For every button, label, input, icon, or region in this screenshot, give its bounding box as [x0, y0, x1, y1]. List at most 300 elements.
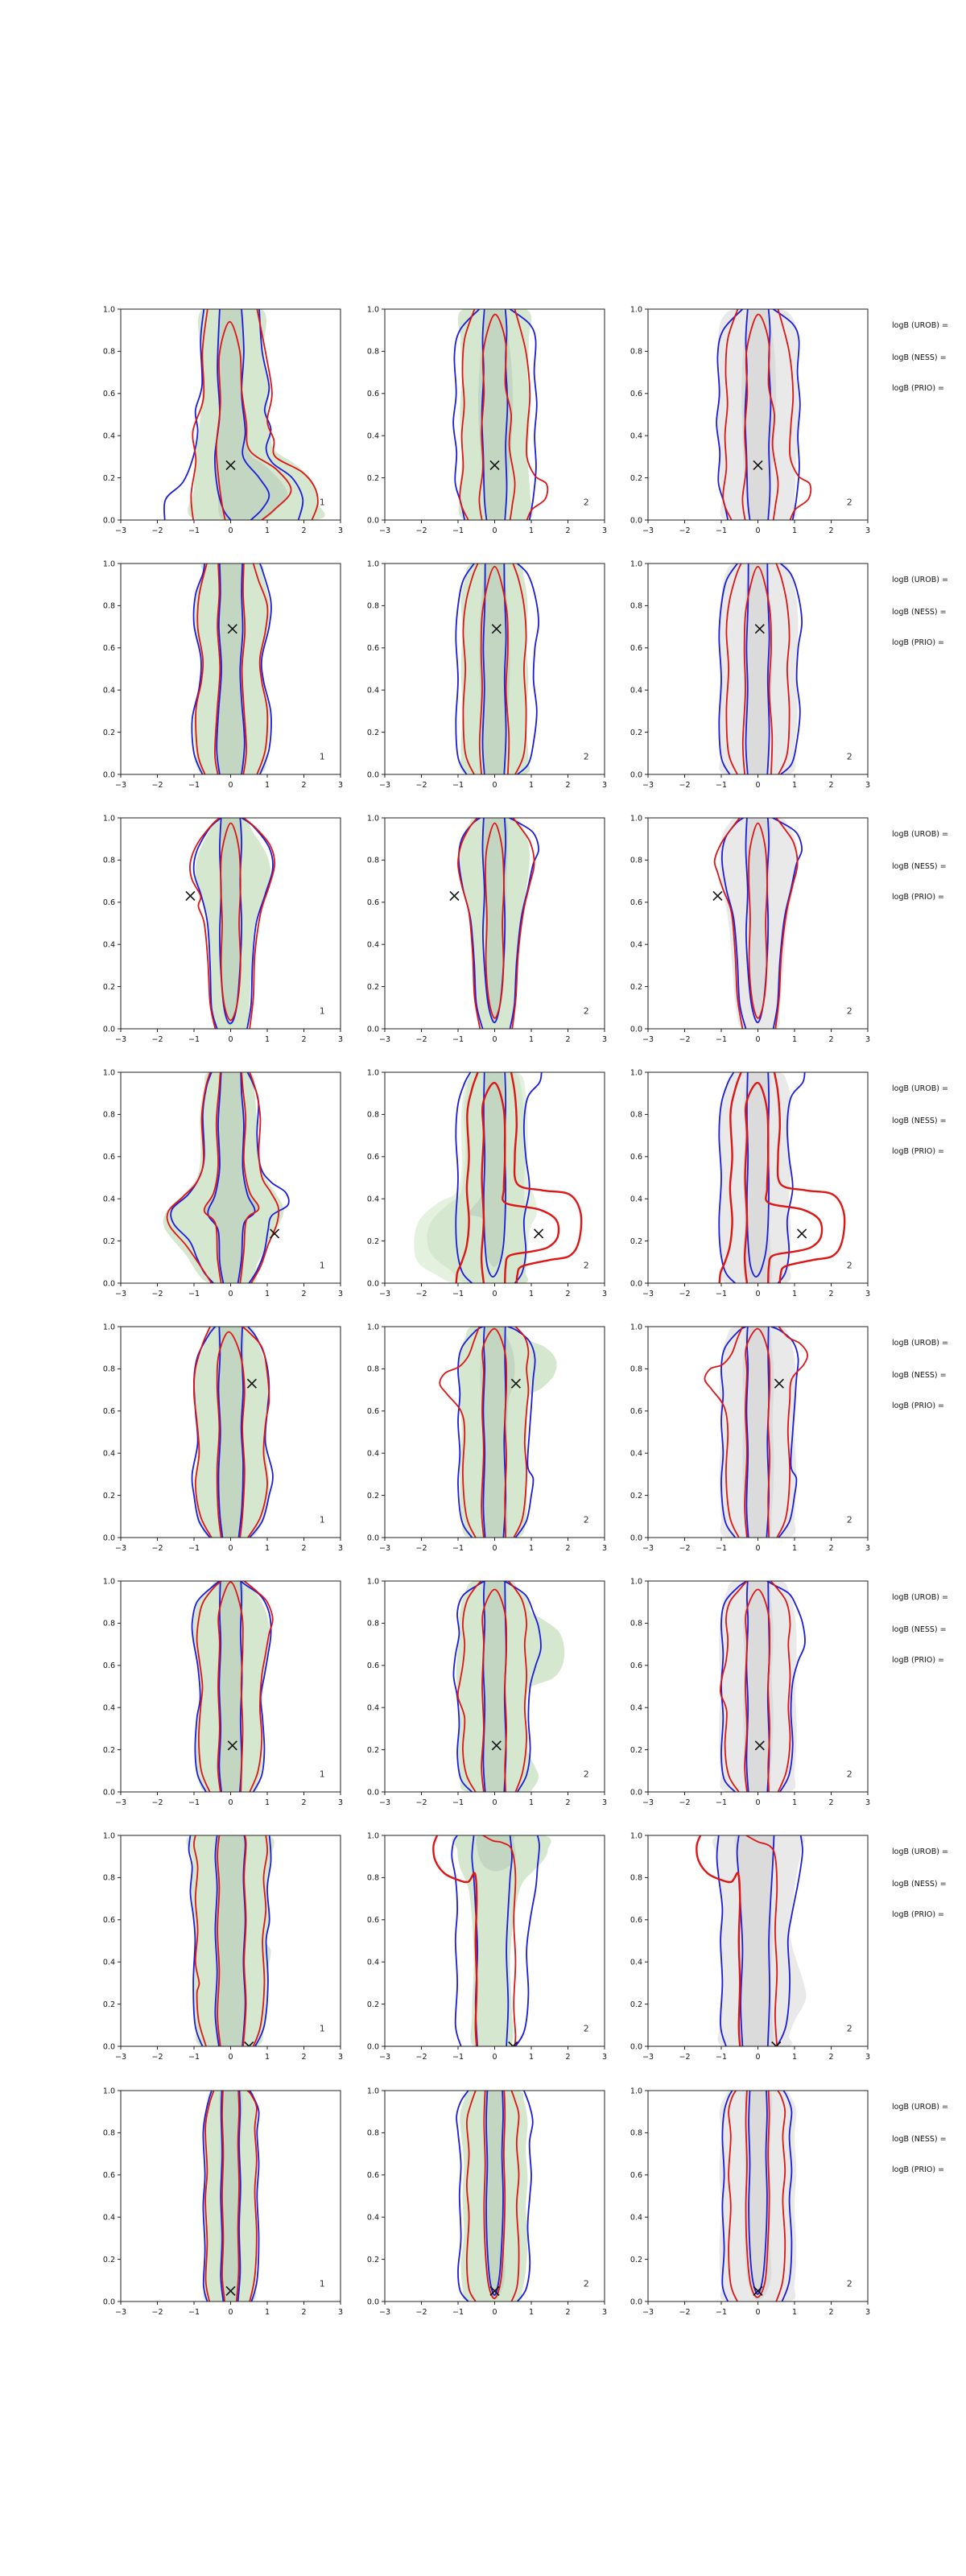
- plot-area: [186, 1832, 274, 2050]
- x-tick-label: −1: [188, 1290, 200, 1298]
- x-tick-label: 1: [264, 781, 270, 790]
- x-tick-label: 2: [565, 2308, 571, 2317]
- plot-area: [713, 814, 802, 1031]
- x-tick-label: 0: [228, 781, 233, 790]
- logB-annotation: logB (NESS) =: [892, 2135, 947, 2144]
- y-tick-label: 0.2: [102, 2000, 115, 2009]
- x-tick-label: −1: [452, 1035, 464, 1044]
- x-tick-label: 0: [228, 1544, 233, 1553]
- y-tick-label: 0.6: [630, 1153, 642, 1162]
- plot-area: [720, 2087, 797, 2304]
- y-tick-label: 1.0: [630, 2087, 642, 2096]
- x-tick-label: −2: [679, 781, 691, 790]
- x-tick-label: 3: [337, 1544, 344, 1553]
- y-tick-label: 0.8: [102, 347, 115, 357]
- density-fill-core: [218, 1577, 244, 1795]
- subplot-r1c3: [630, 305, 870, 535]
- y-tick-label: 0.4: [102, 1958, 115, 1967]
- x-tick-label: −2: [679, 2308, 691, 2317]
- logB-annotation: logB (UROB) =: [892, 2103, 948, 2112]
- y-tick-label: 1.0: [630, 1577, 642, 1587]
- x-tick-label: 1: [264, 1290, 270, 1298]
- x-tick-label: 1: [791, 1035, 798, 1044]
- y-tick-label: 0.0: [630, 2297, 642, 2307]
- corner-count-label: 2: [583, 1260, 589, 1271]
- y-tick-label: 0.6: [102, 1662, 115, 1671]
- y-tick-label: 0.6: [102, 1407, 115, 1417]
- x-tick-label: 0: [755, 2308, 761, 2317]
- x-tick-label: 3: [865, 2053, 871, 2062]
- plot-area: [456, 561, 539, 778]
- logB-annotation: logB (UROB) =: [892, 1084, 948, 1093]
- x-tick-label: −3: [378, 526, 391, 535]
- y-tick-label: 0.8: [630, 1110, 642, 1120]
- corner-count-label: 1: [319, 751, 325, 762]
- x-tick-label: 1: [791, 2308, 798, 2317]
- y-tick-label: 0.4: [366, 1703, 379, 1713]
- y-tick-label: 0.4: [630, 1703, 642, 1713]
- x-tick-label: −2: [151, 2053, 163, 2062]
- y-tick-label: 0.8: [102, 601, 115, 611]
- logB-annotation: logB (NESS) =: [892, 1371, 947, 1380]
- x-tick-label: 0: [228, 1798, 233, 1807]
- plot-area: [450, 814, 539, 1031]
- y-tick-label: 0.2: [102, 728, 115, 737]
- x-tick-label: 3: [337, 781, 344, 790]
- x-tick-label: 0: [228, 2053, 233, 2062]
- x-tick-label: −3: [642, 526, 654, 535]
- y-tick-label: 0.4: [366, 1958, 379, 1967]
- y-tick-label: 0.4: [366, 431, 379, 441]
- y-tick-label: 0.0: [102, 2042, 115, 2052]
- x-tick-label: 2: [301, 1798, 307, 1807]
- y-tick-label: 0.8: [366, 1619, 379, 1629]
- x-tick-label: −1: [188, 526, 200, 535]
- x-tick-label: 2: [828, 1035, 834, 1044]
- x-tick-label: −3: [642, 1798, 654, 1807]
- x-tick-label: 1: [528, 781, 535, 790]
- subplot-r5c1: [103, 1323, 343, 1553]
- plot-area: [440, 1325, 556, 1542]
- corner-count-label: 2: [846, 2278, 852, 2289]
- x-tick-label: 1: [528, 2308, 535, 2317]
- y-tick-label: 0.8: [366, 1110, 379, 1120]
- x-tick-label: 2: [565, 1798, 571, 1807]
- y-tick-label: 0.4: [102, 1449, 115, 1459]
- blue-contour-line: [452, 1835, 460, 2046]
- plot-area: [719, 1579, 805, 1796]
- subplot-r4c2: [367, 1068, 607, 1298]
- y-tick-label: 0.2: [366, 1745, 379, 1755]
- x-marker: [535, 1229, 543, 1238]
- plot-area: [456, 2087, 533, 2303]
- x-tick-label: 3: [865, 1290, 871, 1298]
- subplot-r7c3: [630, 1831, 870, 2062]
- density-fill-core: [215, 1833, 247, 2050]
- x-tick-label: −2: [151, 1290, 163, 1298]
- x-tick-label: −2: [151, 2308, 163, 2317]
- x-tick-label: −3: [642, 1544, 654, 1553]
- y-tick-label: 0.8: [102, 2128, 115, 2138]
- x-tick-label: −3: [114, 2053, 127, 2062]
- corner-count-label: 2: [846, 497, 852, 508]
- x-tick-label: 3: [337, 1290, 344, 1298]
- y-tick-label: 0.0: [366, 1534, 379, 1543]
- y-tick-label: 1.0: [366, 305, 379, 315]
- x-tick-label: −1: [452, 2053, 464, 2062]
- y-tick-label: 0.0: [102, 1279, 115, 1289]
- y-tick-label: 0.2: [102, 1236, 115, 1246]
- y-tick-label: 0.4: [630, 1958, 642, 1967]
- x-tick-label: 3: [865, 1544, 871, 1553]
- x-tick-label: −3: [642, 2053, 654, 2062]
- x-tick-label: 2: [828, 1544, 834, 1553]
- x-tick-label: 3: [865, 781, 871, 790]
- x-tick-label: 2: [301, 1035, 307, 1044]
- subplot-r4c3: [630, 1068, 870, 1298]
- x-tick-label: 1: [264, 2053, 270, 2062]
- x-tick-label: 0: [228, 2308, 233, 2317]
- x-tick-label: 3: [337, 2053, 344, 2062]
- y-tick-label: 0.0: [102, 770, 115, 780]
- corner-count-label: 2: [583, 1514, 589, 1525]
- x-marker: [713, 891, 722, 900]
- y-tick-label: 0.0: [102, 1534, 115, 1543]
- x-tick-label: 1: [791, 526, 798, 535]
- y-tick-label: 0.2: [102, 1491, 115, 1501]
- x-tick-label: −1: [188, 1035, 200, 1044]
- y-tick-label: 0.6: [366, 644, 379, 654]
- x-tick-label: −3: [378, 2308, 391, 2317]
- plot-area: [164, 303, 325, 523]
- y-tick-label: 0.6: [102, 1916, 115, 1926]
- x-tick-label: −1: [188, 2053, 200, 2062]
- x-tick-label: −2: [151, 1035, 163, 1044]
- corner-count-label: 2: [583, 1769, 589, 1780]
- subplot-r1c1: [103, 303, 343, 535]
- x-tick-label: 1: [264, 2308, 270, 2317]
- x-tick-label: 0: [492, 781, 497, 790]
- y-tick-label: 0.0: [102, 516, 115, 526]
- corner-count-label: 1: [319, 497, 325, 508]
- x-tick-label: 2: [565, 2053, 571, 2062]
- x-tick-label: 2: [565, 781, 571, 790]
- plot-area: [716, 308, 811, 524]
- logB-annotation: logB (UROB) =: [892, 1847, 948, 1856]
- x-tick-label: −2: [151, 526, 163, 535]
- subplot-r4c1: [103, 1068, 343, 1298]
- y-tick-label: 0.2: [630, 473, 642, 483]
- y-tick-label: 0.4: [630, 940, 642, 950]
- x-tick-label: 0: [228, 1035, 233, 1044]
- corner-count-label: 2: [846, 751, 852, 762]
- y-tick-label: 1.0: [102, 2087, 115, 2096]
- logB-annotation: logB (PRIO) =: [892, 384, 945, 393]
- y-tick-label: 0.0: [630, 1025, 642, 1034]
- x-tick-label: 0: [492, 526, 497, 535]
- subplot-r8c3: [630, 2087, 870, 2317]
- corner-count-label: 1: [319, 2278, 325, 2289]
- x-tick-label: −2: [679, 1290, 691, 1298]
- x-tick-label: 0: [755, 526, 761, 535]
- corner-count-label: 1: [319, 1260, 325, 1271]
- x-marker: [798, 1229, 807, 1238]
- corner-count-label: 2: [583, 2278, 589, 2289]
- x-tick-label: −2: [679, 2053, 691, 2062]
- y-tick-label: 0.4: [102, 1195, 115, 1204]
- y-tick-label: 0.2: [366, 728, 379, 737]
- x-tick-label: 3: [601, 1035, 608, 1044]
- y-tick-label: 0.6: [366, 390, 379, 399]
- subplot-r6c2: [367, 1577, 607, 1807]
- logB-annotation: logB (PRIO) =: [892, 1402, 945, 1410]
- x-tick-label: 2: [301, 2053, 307, 2062]
- x-tick-label: 2: [565, 526, 571, 535]
- x-tick-label: 3: [865, 1035, 871, 1044]
- plot-area: [704, 1324, 807, 1542]
- y-tick-label: 0.0: [366, 1025, 379, 1034]
- x-tick-label: 1: [791, 1290, 798, 1298]
- x-marker: [186, 891, 195, 900]
- corner-count-label: 2: [846, 1514, 852, 1525]
- y-tick-label: 0.2: [366, 1491, 379, 1501]
- logB-annotation: logB (UROB) =: [892, 830, 948, 839]
- y-tick-label: 0.4: [630, 1449, 642, 1459]
- subplot-r3c3: [630, 814, 870, 1044]
- plot-area: [192, 1323, 273, 1540]
- corner-count-label: 1: [319, 1005, 325, 1017]
- y-tick-label: 0.2: [366, 2255, 379, 2264]
- x-tick-label: 0: [492, 1544, 497, 1553]
- x-marker: [450, 891, 459, 900]
- logB-annotation: logB (NESS) =: [892, 1117, 947, 1125]
- x-tick-label: 3: [337, 1035, 344, 1044]
- x-tick-label: −3: [378, 781, 391, 790]
- logB-annotation: logB (PRIO) =: [892, 1656, 945, 1665]
- y-tick-label: 0.4: [366, 2213, 379, 2223]
- y-tick-label: 1.0: [630, 814, 642, 824]
- x-tick-label: −2: [415, 781, 427, 790]
- x-tick-label: 0: [228, 1290, 233, 1298]
- x-tick-label: 2: [301, 2308, 307, 2317]
- plot-area: [433, 1834, 551, 2051]
- y-tick-label: 0.2: [366, 982, 379, 992]
- y-tick-label: 0.6: [102, 1153, 115, 1162]
- x-tick-label: 2: [301, 1290, 307, 1298]
- x-tick-label: −1: [188, 1544, 200, 1553]
- y-tick-label: 0.2: [630, 1236, 642, 1246]
- y-tick-label: 0.8: [630, 1364, 642, 1374]
- x-tick-label: −1: [188, 1798, 200, 1807]
- subplot-r7c1: [103, 1831, 343, 2062]
- y-tick-label: 0.6: [366, 898, 379, 908]
- y-tick-label: 0.0: [366, 2297, 379, 2307]
- x-tick-label: −3: [378, 1290, 391, 1298]
- y-tick-label: 0.4: [630, 2213, 642, 2223]
- subplot-r2c2: [367, 559, 607, 790]
- y-tick-label: 1.0: [630, 1068, 642, 1078]
- x-tick-label: 1: [791, 1798, 798, 1807]
- subplot-r3c1: [103, 814, 343, 1044]
- x-tick-label: 2: [301, 781, 307, 790]
- x-tick-label: −1: [452, 526, 464, 535]
- y-tick-label: 0.2: [102, 1745, 115, 1755]
- density-fill-core: [482, 1579, 506, 1794]
- y-tick-label: 0.6: [366, 2171, 379, 2181]
- x-tick-label: −2: [151, 1544, 163, 1553]
- x-tick-label: 2: [828, 1798, 834, 1807]
- x-tick-label: 0: [492, 1798, 497, 1807]
- y-tick-label: 0.8: [366, 1873, 379, 1883]
- x-tick-label: 0: [755, 781, 761, 790]
- x-tick-label: 3: [601, 1290, 608, 1298]
- x-tick-label: 2: [565, 1544, 571, 1553]
- x-tick-label: 0: [228, 526, 233, 535]
- x-tick-label: −3: [114, 1798, 127, 1807]
- x-tick-label: −1: [188, 2308, 200, 2317]
- y-tick-label: 0.2: [102, 982, 115, 992]
- y-tick-label: 1.0: [102, 1323, 115, 1332]
- logB-annotation: logB (UROB) =: [892, 1593, 948, 1602]
- x-tick-label: −3: [114, 781, 127, 790]
- x-tick-label: −1: [452, 2308, 464, 2317]
- x-tick-label: 1: [264, 526, 270, 535]
- x-tick-label: 0: [492, 1290, 497, 1298]
- y-tick-label: 0.4: [102, 686, 115, 696]
- y-tick-label: 0.2: [630, 2000, 642, 2009]
- subplot-r2c3: [630, 559, 870, 790]
- y-tick-label: 1.0: [366, 559, 379, 569]
- x-tick-label: 1: [791, 2053, 798, 2062]
- corner-count-label: 2: [583, 1005, 589, 1017]
- x-tick-label: −1: [715, 526, 728, 535]
- y-tick-label: 0.6: [630, 644, 642, 654]
- x-tick-label: −2: [679, 1544, 691, 1553]
- x-tick-label: 2: [301, 526, 307, 535]
- y-tick-label: 0.8: [366, 347, 379, 357]
- x-tick-label: 1: [264, 1798, 270, 1807]
- y-tick-label: 0.4: [102, 1703, 115, 1713]
- x-tick-label: −1: [452, 1544, 464, 1553]
- x-tick-label: −2: [415, 2308, 427, 2317]
- y-tick-label: 0.8: [630, 1619, 642, 1629]
- subplot-r5c2: [367, 1323, 607, 1553]
- y-tick-label: 0.6: [102, 390, 115, 399]
- y-tick-label: 0.4: [630, 1195, 642, 1204]
- plot-area: [719, 1070, 844, 1286]
- x-tick-label: 0: [755, 1290, 761, 1298]
- y-tick-label: 0.2: [630, 728, 642, 737]
- y-tick-label: 0.6: [630, 898, 642, 908]
- x-tick-label: −3: [114, 526, 127, 535]
- y-tick-label: 0.0: [366, 1788, 379, 1798]
- logB-annotation: logB (PRIO) =: [892, 1910, 945, 1919]
- y-tick-label: 0.2: [630, 1491, 642, 1501]
- x-tick-label: −2: [151, 1798, 163, 1807]
- x-tick-label: 3: [865, 1798, 871, 1807]
- y-tick-label: 1.0: [102, 814, 115, 824]
- x-tick-label: −3: [114, 1290, 127, 1298]
- y-tick-label: 0.0: [630, 770, 642, 780]
- x-tick-label: −1: [452, 781, 464, 790]
- y-tick-label: 0.6: [366, 1662, 379, 1671]
- x-tick-label: −2: [679, 1035, 691, 1044]
- corner-count-label: 1: [319, 1514, 325, 1525]
- x-tick-label: 3: [337, 1798, 344, 1807]
- y-tick-label: 0.8: [102, 1110, 115, 1120]
- y-tick-label: 1.0: [366, 2087, 379, 2096]
- y-tick-label: 0.2: [630, 2255, 642, 2264]
- y-tick-label: 0.8: [102, 1364, 115, 1374]
- x-tick-label: 2: [828, 2053, 834, 2062]
- y-tick-label: 0.6: [102, 644, 115, 654]
- y-tick-label: 0.6: [366, 1407, 379, 1417]
- y-tick-label: 0.6: [630, 1916, 642, 1926]
- x-tick-label: 2: [565, 1290, 571, 1298]
- x-tick-label: 3: [865, 526, 871, 535]
- x-tick-label: 0: [755, 2053, 761, 2062]
- y-tick-label: 0.0: [630, 516, 642, 526]
- y-tick-label: 0.6: [630, 2171, 642, 2181]
- y-tick-label: 0.0: [630, 1788, 642, 1798]
- y-tick-label: 0.8: [366, 2128, 379, 2138]
- x-tick-label: −1: [715, 1290, 728, 1298]
- x-tick-label: 3: [601, 1798, 608, 1807]
- plot-area: [192, 1577, 272, 1795]
- logB-annotation: logB (NESS) =: [892, 1880, 947, 1889]
- logB-annotation: logB (NESS) =: [892, 1625, 947, 1634]
- x-tick-label: 2: [828, 2308, 834, 2317]
- y-tick-label: 0.6: [366, 1916, 379, 1926]
- x-tick-label: −1: [715, 1798, 728, 1807]
- x-tick-label: −1: [188, 781, 200, 790]
- x-tick-label: −3: [114, 1035, 127, 1044]
- y-tick-label: 1.0: [366, 1068, 379, 1078]
- y-tick-label: 0.8: [102, 856, 115, 865]
- x-tick-label: 2: [301, 1544, 307, 1553]
- x-tick-label: −3: [378, 1035, 391, 1044]
- x-tick-label: 3: [337, 2308, 344, 2317]
- corner-count-label: 2: [583, 751, 589, 762]
- y-tick-label: 0.6: [102, 2171, 115, 2181]
- corner-count-label: 2: [846, 2023, 852, 2034]
- y-tick-label: 0.8: [630, 601, 642, 611]
- y-tick-label: 0.2: [366, 473, 379, 483]
- plot-area: [696, 1833, 806, 2051]
- y-tick-label: 1.0: [630, 305, 642, 315]
- x-tick-label: −2: [415, 1035, 427, 1044]
- y-tick-label: 1.0: [102, 559, 115, 569]
- x-tick-label: −3: [642, 1035, 654, 1044]
- x-tick-label: 0: [492, 1035, 497, 1044]
- logB-annotation: logB (PRIO) =: [892, 2165, 945, 2174]
- y-tick-label: 1.0: [630, 559, 642, 569]
- y-tick-label: 0.0: [630, 1534, 642, 1543]
- y-tick-label: 0.8: [366, 856, 379, 865]
- subplot-r3c2: [367, 814, 607, 1044]
- x-tick-label: −2: [415, 2053, 427, 2062]
- x-tick-label: 3: [865, 2308, 871, 2317]
- logB-annotation: logB (NESS) =: [892, 862, 947, 871]
- y-tick-label: 1.0: [102, 1577, 115, 1587]
- x-tick-label: −2: [415, 1544, 427, 1553]
- subplot-r1c2: [367, 305, 607, 535]
- y-tick-label: 0.8: [102, 1873, 115, 1883]
- subplot-r6c1: [103, 1577, 343, 1807]
- x-tick-label: −1: [715, 2053, 728, 2062]
- corner-count-label: 2: [846, 1260, 852, 1271]
- y-tick-label: 0.0: [366, 770, 379, 780]
